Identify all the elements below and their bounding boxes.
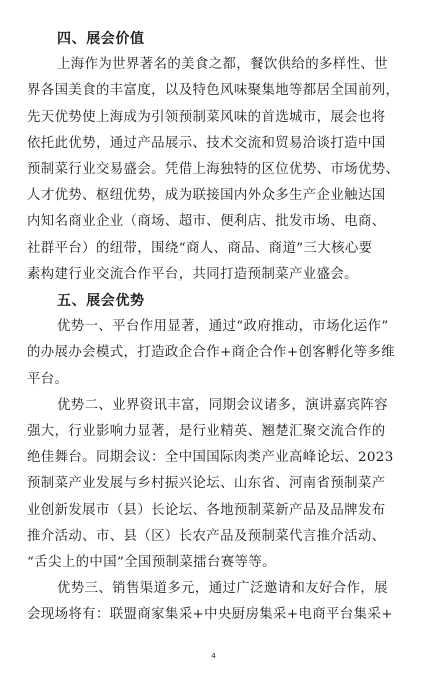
paragraph-line: 先天优势使上海成为引领预制菜风味的首选城市，展会也将	[27, 109, 386, 125]
paragraph-line: 内知名商业企业（商场、超市、便利店、批发市场、电商、	[27, 214, 386, 230]
advantage-one-line: 的办展办会模式，打造政企合作+商企合作+创客孵化等多维	[27, 345, 396, 361]
section-heading-exhibition-value: 四、展会价值	[57, 31, 145, 47]
paragraph-line: 依托此优势，通过产品展示、技术交流和贸易洽谈打造中国	[27, 135, 386, 151]
advantage-two-line: 推介活动、市、县（区）长农产品及预制菜代言推介活动、	[27, 528, 386, 544]
advantage-two-line: “舌尖上的中国”全国预制菜擂台赛等等。	[27, 555, 276, 570]
advantage-one-line: 优势一、平台作用显著，通过“政府推动，市场化运作”	[57, 319, 389, 335]
advantage-one-line: 平台。	[27, 371, 69, 387]
advantage-two-line: 绝佳舞台。同期会议：全中国国际肉类产业高峰论坛、2023	[27, 450, 394, 466]
paragraph-line: 人才优势、枢纽优势，成为联接国内外众多生产企业触达国	[27, 188, 386, 204]
advantage-two-line: 优势二、业界资讯丰富，同期会议诸多，演讲嘉宾阵容	[57, 397, 388, 413]
paragraph-line: 社群平台）的纽带，围绕“商人、商品、商道”三大核心要	[27, 240, 373, 256]
advantage-two-line: 预制菜产业发展与乡村振兴论坛、山东省、河南省预制菜产	[27, 476, 386, 492]
advantage-two-line: 强大，行业影响力显著，是行业精英、翘楚汇聚交流合作的	[27, 424, 386, 439]
section-heading-exhibition-advantages: 五、展会优势	[57, 293, 145, 309]
paragraph-line: 界各国美食的丰富度，以及特色风味聚集地等都居全国前列，	[27, 83, 400, 99]
advantage-three-line: 优势三、销售渠道多元，通过广泛邀请和友好合作，展	[57, 581, 388, 597]
advantage-two-line: 业创新发展市（县）长论坛、各地预制菜新产品及品牌发布	[27, 502, 386, 518]
advantage-three-line: 会现场将有：联盟商家集采+中央厨房集采+电商平台集采+	[27, 607, 393, 623]
page-number: 4	[211, 652, 216, 660]
paragraph-line: 上海作为世界著名的美食之都，餐饮供给的多样性、世	[57, 57, 388, 73]
paragraph-line: 素构建行业交流合作平台，共同打造预制菜产业盛会。	[27, 266, 358, 282]
paragraph-line: 预制菜行业交易盛会。凭借上海独特的区位优势、市场优势、	[27, 162, 400, 177]
